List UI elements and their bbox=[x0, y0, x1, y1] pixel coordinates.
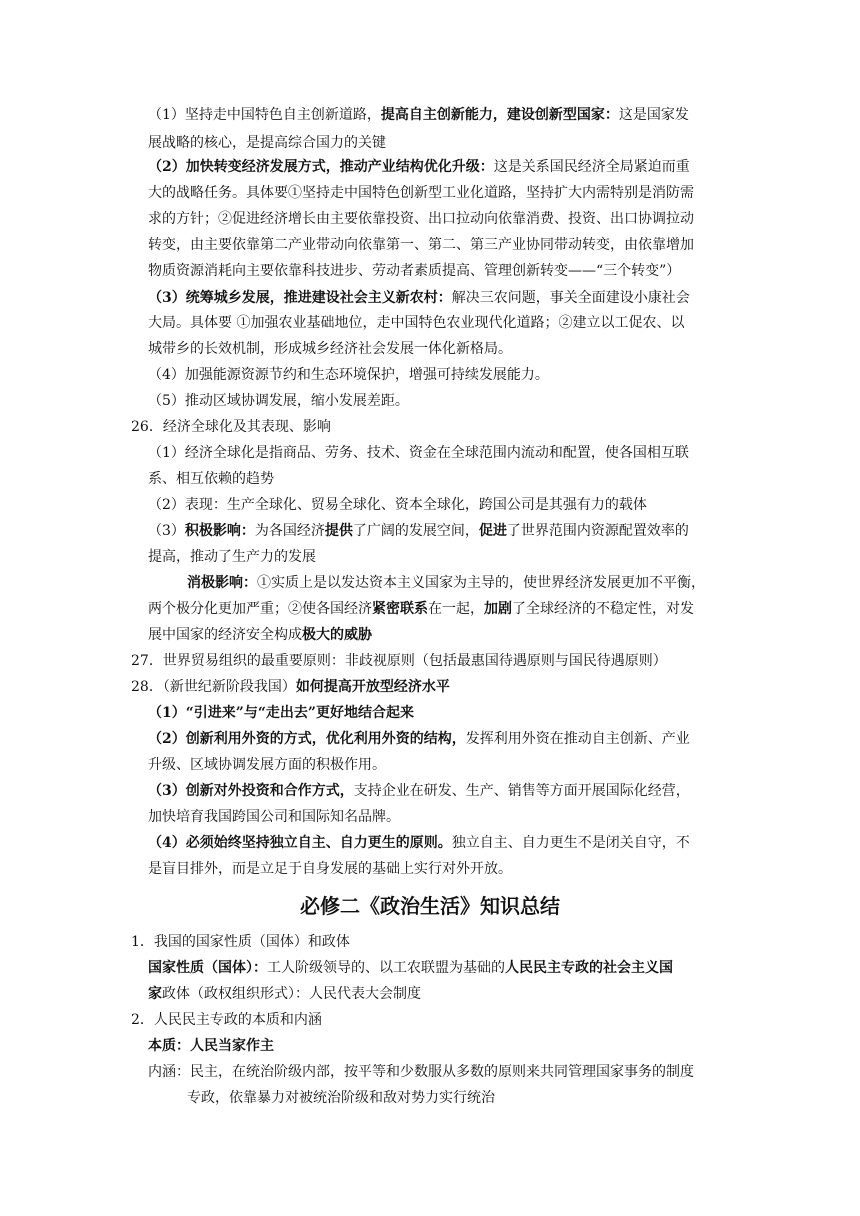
item-heading: 26．经济全球化及其表现、影响 bbox=[131, 419, 331, 435]
text-line: （5）推动区域协调发展，缩小发展差距。 bbox=[148, 393, 409, 409]
section-title: 必修二《政治生活》知识总结 bbox=[300, 894, 560, 918]
text-line: 加快培育我国跨国公司和国际知名品牌。 bbox=[148, 809, 400, 825]
text-line: 国家性质（国体）：工人阶级领导的、以工农联盟为基础的人民民主专政的社会主义国 bbox=[148, 960, 673, 976]
text-line: 展中国家的经济安全构成极大的威胁 bbox=[148, 627, 372, 643]
text-line: 专政，依靠暴力对被统治阶级和敌对势力实行统治 bbox=[187, 1090, 495, 1106]
text-line: 内涵：民主，在统治阶级内部，按平等和少数服从多数的原则来共同管理国家事务的制度 bbox=[148, 1064, 694, 1080]
item-heading: 28．（新世纪新阶段我国）如何提高开放型经济水平 bbox=[131, 679, 450, 695]
text-line: （3）统筹城乡发展，推进建设社会主义新农村：解决三农问题，事关全面建设小康社会 bbox=[148, 290, 690, 306]
text-line: （2）加快转变经济发展方式，推动产业结构优化升级：这是关系国民经济全局紧迫而重 bbox=[148, 159, 690, 175]
text-line: 城带乡的长效机制，形成城乡经济社会发展一体化新格局。 bbox=[148, 341, 512, 357]
text-line: （3）积极影响：为各国经济提供了广阔的发展空间，促进了世界范围内资源配置效率的 bbox=[148, 523, 689, 539]
text-line: 大的战略任务。具体要①坚持走中国特色创新型工业化道路，坚持扩大内需特别是消防需 bbox=[148, 185, 694, 201]
text-line: 转变，由主要依靠第二产业带动向依靠第一、第二、第三产业协同带动转变，由依靠增加 bbox=[148, 237, 694, 253]
text-line: （4）加强能源资源节约和生态环境保护，增强可持续发展能力。 bbox=[148, 367, 549, 383]
text-line: 消极影响：①实质上是以发达资本主义国家为主导的，使世界经济发展更加不平衡， bbox=[187, 575, 705, 591]
text-line: （1）坚持走中国特色自主创新道路，提高自主创新能力，建设创新型国家：这是国家发 bbox=[148, 107, 689, 123]
text-line: （2）创新利用外资的方式，优化利用外资的结构，发挥利用外资在推动自主创新、产业 bbox=[148, 731, 690, 747]
text-line: （2）表现：生产全球化、贸易全球化、资本全球化，跨国公司是其强有力的载体 bbox=[148, 497, 647, 513]
text-line: 求的方针；②促进经济增长由主要依靠投资、出口拉动向依靠消费、投资、出口协调拉动 bbox=[148, 211, 694, 227]
text-line: 家政体（政权组织形式）：人民代表大会制度 bbox=[148, 986, 421, 1002]
text-line: 升级、区域协调发展方面的积极作用。 bbox=[148, 757, 386, 773]
text-line: 提高，推动了生产力的发展 bbox=[148, 549, 316, 565]
text-line: 大局。具体要 ①加强农业基础地位，走中国特色农业现代化道路；②建立以工促农、以 bbox=[148, 315, 685, 331]
text-line: （1）“引进来”与“走出去”更好地结合起来 bbox=[148, 705, 414, 721]
text-line: 系、相互依赖的趋势 bbox=[148, 471, 274, 487]
item-heading: 1．我国的国家性质（国体）和政体 bbox=[131, 934, 350, 950]
text-line: 本质：人民当家作主 bbox=[148, 1038, 274, 1054]
item-heading: 27．世界贸易组织的最重要原则：非歧视原则（包括最惠国待遇原则与国民待遇原则） bbox=[131, 653, 667, 669]
item-heading: 2．人民民主专政的本质和内涵 bbox=[131, 1012, 322, 1028]
text-line: 展战略的核心，是提高综合国力的关键 bbox=[148, 135, 386, 151]
text-line: （1）经济全球化是指商品、劳务、技术、资金在全球范围内流动和配置，使各国相互联 bbox=[148, 445, 689, 461]
text-line: 是盲目排外，而是立足于自身发展的基础上实行对外开放。 bbox=[148, 861, 512, 877]
text-line: （3）创新对外投资和合作方式，支持企业在研发、生产、销售等方面开展国际化经营， bbox=[148, 783, 690, 799]
text-line: （4）必须始终坚持独立自主、自力更生的原则。独立自主、自力更生不是闭关自守，不 bbox=[148, 835, 690, 851]
text-line: 物质资源消耗向主要依靠科技进步、劳动者素质提高、管理创新转变——“三个转变”） bbox=[148, 263, 681, 279]
text-line: 两个极分化更加严重；②使各国经济紧密联系在一起，加剧了全球经济的不稳定性，对发 bbox=[148, 601, 694, 617]
